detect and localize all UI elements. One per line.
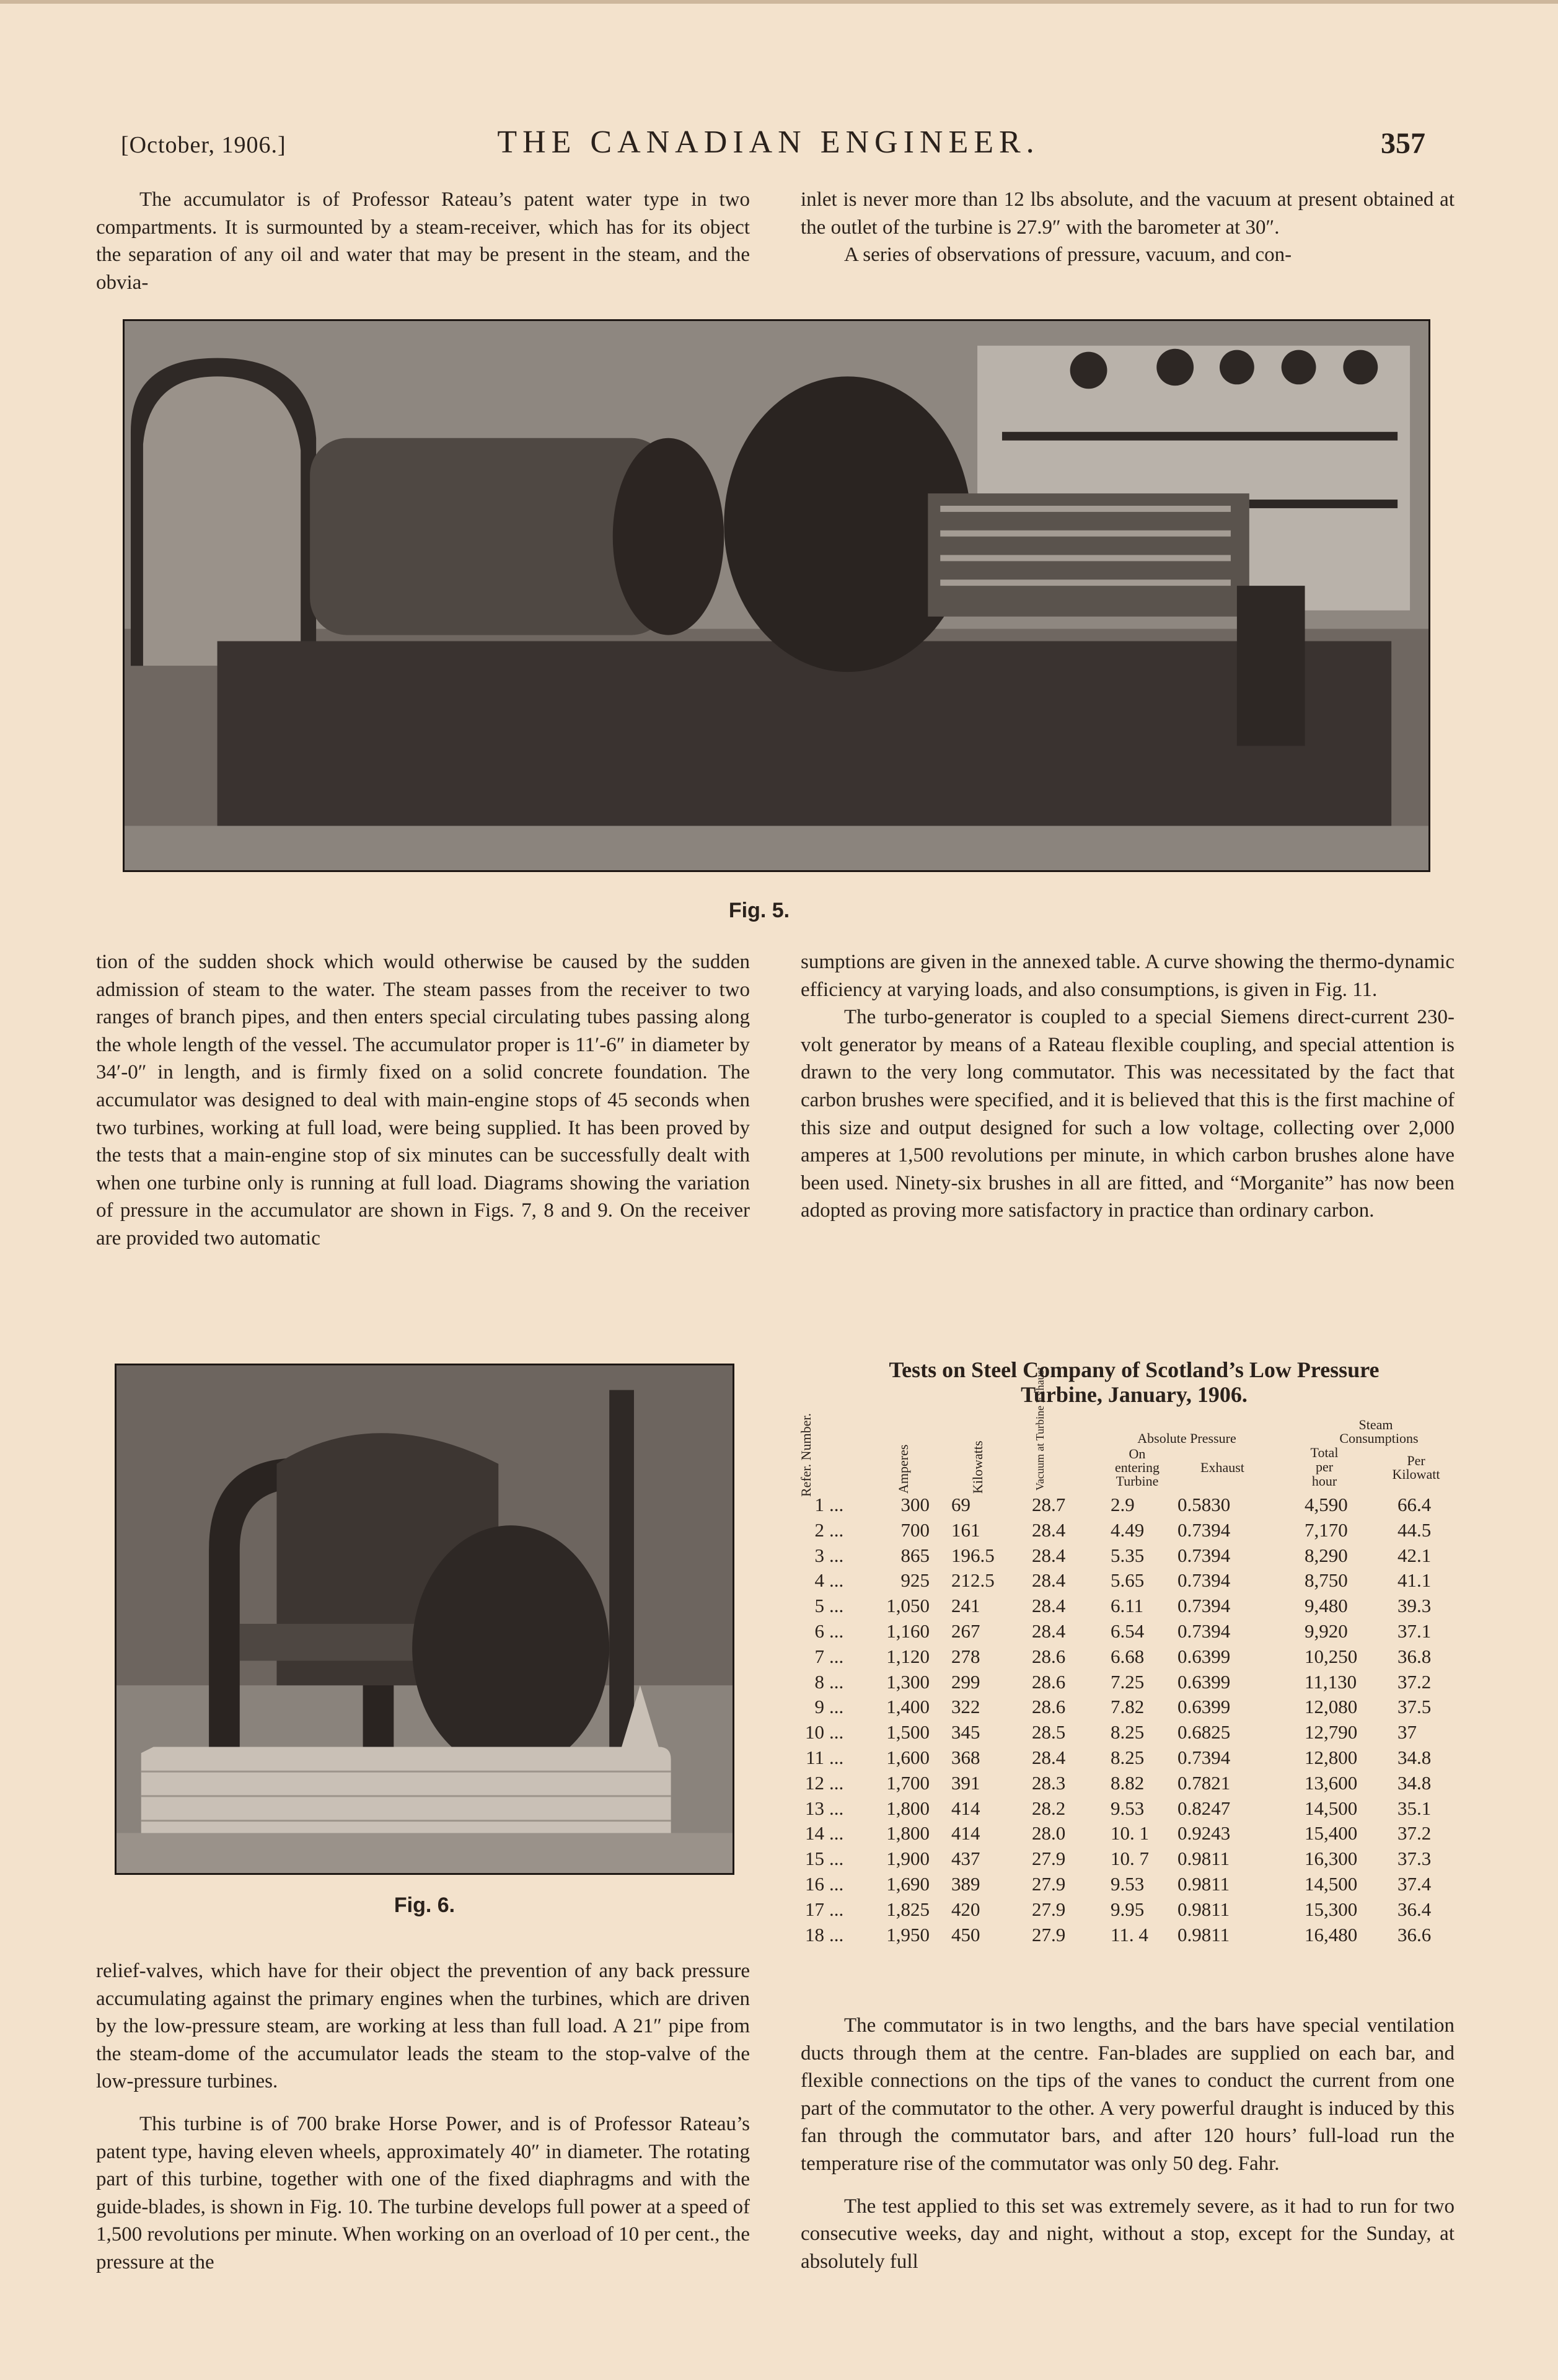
cell-kw: 241 <box>951 1595 980 1617</box>
cell-ref: 1 <box>814 1494 824 1515</box>
table-row <box>799 1494 1475 1520</box>
cell-per: 37.3 <box>1397 1848 1432 1870</box>
cell-amp: 1,950 <box>886 1923 930 1946</box>
cell-vac: 28.5 <box>1032 1721 1066 1743</box>
cell-ent: 10. 7 <box>1111 1848 1149 1870</box>
table-title <box>799 1357 1469 1407</box>
col-head-per: per <box>1315 1459 1334 1474</box>
cell-per: 37.1 <box>1397 1620 1432 1642</box>
paragraph: sumptions are given in the annexed table. A curve showing the thermo-dynamic efficiency at varying loads, and also consumptions, is given in Fig. 11. <box>801 951 1455 1001</box>
cell-ent: 9.53 <box>1111 1797 1145 1819</box>
table-row <box>799 1671 1475 1698</box>
cell-ent: 9.53 <box>1111 1873 1145 1895</box>
cell-exh: 0.9811 <box>1177 1923 1230 1946</box>
cell-vac: 28.0 <box>1032 1822 1066 1844</box>
cell-ref: 7 <box>814 1645 824 1667</box>
fig5-photo-turbo-generator <box>123 319 1430 872</box>
cell-vac: 28.2 <box>1032 1797 1066 1819</box>
cell-tot: 8,750 <box>1305 1569 1348 1592</box>
cell-per: 34.8 <box>1397 1747 1432 1768</box>
cell-vac: 28.6 <box>1032 1696 1066 1718</box>
cell-ent: 10. 1 <box>1111 1822 1149 1844</box>
col-head-consumptions: Consumptions <box>1339 1430 1419 1446</box>
cell-dots: ... <box>829 1620 844 1642</box>
cell-per: 36.4 <box>1397 1898 1432 1920</box>
cell-tot: 12,080 <box>1305 1696 1358 1718</box>
cell-tot: 16,480 <box>1305 1923 1358 1946</box>
cell-dots: ... <box>829 1494 844 1515</box>
cell-kw: 322 <box>951 1696 980 1718</box>
cell-amp: 1,500 <box>886 1721 930 1743</box>
paragraph: relief-valves, which have for their object the prevention of any back pressure accumulating against the primary engines when the turbines, which are driven by the low-pressure steam, are working at less than full load. A 21″ pipe from the steam-dome of the accumulator leads the steam to the stop-valve of the low-pressure turbines. <box>96 1960 750 2093</box>
cell-ent: 7.25 <box>1111 1670 1145 1693</box>
cell-per: 37.2 <box>1397 1822 1432 1844</box>
cell-dots: ... <box>829 1645 844 1667</box>
cell-exh: 0.7394 <box>1177 1569 1231 1592</box>
cell-ref: 4 <box>814 1569 824 1592</box>
cell-exh: 0.6399 <box>1177 1670 1231 1693</box>
fig6-illustration <box>117 1365 733 1873</box>
cell-amp: 1,825 <box>886 1898 930 1920</box>
col-head-on: On <box>1129 1446 1146 1461</box>
cell-dots: ... <box>829 1544 844 1566</box>
cell-amp: 1,120 <box>886 1645 930 1667</box>
paragraph: This turbine is of 700 brake Horse Power, and is of Professor Rateau’s patent type, having eleven wheels, approximately 40″ in diameter. The rotating part of this turbine, together with one of the fixed diaphragms and with the guide-blades, is shown in Fig. 10. The turbine develops full power at a speed of 1,500 revolutions per minute. When working on an overload of 10 per cent., the pressure at the <box>96 2112 750 2273</box>
cell-kw: 414 <box>951 1822 980 1844</box>
cell-ref: 18 <box>805 1923 824 1946</box>
col-head-kilowatt: Kilowatt <box>1392 1466 1440 1482</box>
cell-ent: 2.9 <box>1111 1494 1135 1515</box>
cell-dots: ... <box>829 1848 844 1870</box>
cell-amp: 700 <box>900 1518 930 1541</box>
col-head-ref: Refer. Number. <box>798 1413 814 1497</box>
table-row <box>799 1646 1475 1672</box>
cell-ent: 7.82 <box>1111 1696 1145 1718</box>
cell-kw: 368 <box>951 1747 980 1768</box>
fig6-photo-accumulator-turbine <box>115 1364 734 1875</box>
cell-dots: ... <box>829 1873 844 1895</box>
cell-dots: ... <box>829 1747 844 1768</box>
cell-amp: 1,300 <box>886 1670 930 1693</box>
cell-ref: 11 <box>806 1747 824 1768</box>
cell-amp: 925 <box>900 1569 930 1592</box>
cell-amp: 300 <box>900 1494 930 1515</box>
paragraph: inlet is never more than 12 lbs absolute, and the vacuum at present obtained at the outlet of the turbine is 27.9″ with the barometer at 30″. <box>801 188 1455 239</box>
cell-ref: 10 <box>805 1721 824 1743</box>
cell-amp: 1,800 <box>886 1797 930 1819</box>
cell-ent: 6.11 <box>1111 1595 1144 1617</box>
cell-tot: 14,500 <box>1305 1797 1358 1819</box>
cell-vac: 28.4 <box>1032 1518 1066 1541</box>
cell-tot: 16,300 <box>1305 1848 1358 1870</box>
page-header <box>112 124 1425 167</box>
right-column-top <box>801 186 1455 269</box>
cell-exh: 0.7394 <box>1177 1544 1231 1566</box>
cell-tot: 14,500 <box>1305 1873 1358 1895</box>
cell-exh: 0.9811 <box>1177 1848 1230 1870</box>
cell-exh: 0.7394 <box>1177 1595 1231 1617</box>
cell-exh: 0.9243 <box>1177 1822 1231 1844</box>
cell-exh: 0.6825 <box>1177 1721 1231 1743</box>
cell-ref: 13 <box>805 1797 824 1819</box>
cell-per: 37.2 <box>1397 1670 1432 1693</box>
cell-ref: 15 <box>805 1848 824 1870</box>
table-row <box>799 1545 1475 1571</box>
cell-ref: 17 <box>805 1898 824 1920</box>
cell-ent: 8.25 <box>1111 1721 1145 1743</box>
cell-exh: 0.6399 <box>1177 1696 1231 1718</box>
cell-per: 37 <box>1397 1721 1417 1743</box>
fig5-illustration <box>125 321 1428 870</box>
cell-tot: 12,790 <box>1305 1721 1358 1743</box>
col-head-kilowatts: Kilowatts <box>970 1440 985 1494</box>
cell-tot: 15,400 <box>1305 1822 1358 1844</box>
cell-kw: 414 <box>951 1797 980 1819</box>
cell-ref: 16 <box>805 1873 824 1895</box>
cell-vac: 28.4 <box>1032 1569 1066 1592</box>
cell-ref: 6 <box>814 1620 824 1642</box>
cell-tot: 10,250 <box>1305 1645 1358 1667</box>
cell-vac: 27.9 <box>1032 1923 1066 1946</box>
cell-per: 44.5 <box>1397 1518 1432 1541</box>
cell-per: 36.6 <box>1397 1923 1432 1946</box>
cell-kw: 69 <box>951 1494 970 1515</box>
left-column-bottom <box>96 1957 750 2276</box>
cell-per: 66.4 <box>1397 1494 1432 1515</box>
cell-vac: 28.6 <box>1032 1645 1066 1667</box>
cell-exh: 0.9811 <box>1177 1873 1230 1895</box>
paragraph: A series of observations of pressure, vacuum, and con- <box>844 244 1292 267</box>
col-head-exhaust: Exhaust <box>1200 1460 1244 1475</box>
cell-ent: 6.54 <box>1111 1620 1145 1642</box>
cell-per: 35.1 <box>1397 1797 1432 1819</box>
table-row <box>799 1696 1475 1722</box>
cell-ref: 14 <box>805 1822 824 1844</box>
cell-tot: 9,480 <box>1305 1595 1348 1617</box>
cell-dots: ... <box>829 1721 844 1743</box>
cell-per: 36.8 <box>1397 1645 1432 1667</box>
cell-dots: ... <box>829 1923 844 1946</box>
cell-amp: 1,600 <box>886 1747 930 1768</box>
cell-vac: 28.4 <box>1032 1544 1066 1566</box>
table-row <box>799 1519 1475 1546</box>
cell-amp: 1,700 <box>886 1771 930 1794</box>
cell-exh: 0.7394 <box>1177 1620 1231 1642</box>
header-title: THE CANADIAN ENGINEER. <box>497 125 1040 160</box>
table-row <box>799 1822 1475 1849</box>
cell-kw: 389 <box>951 1873 980 1895</box>
table-row <box>799 1797 1475 1824</box>
cell-kw: 267 <box>951 1620 980 1642</box>
paragraph: The test applied to this set was extremely severe, as it had to run for two consecutive weeks, day and night, without a stop, except for the Sunday, at absolutely full <box>801 2195 1455 2273</box>
cell-kw: 278 <box>951 1645 980 1667</box>
col-head-turbine: Turbine <box>1116 1473 1159 1489</box>
cell-per: 42.1 <box>1397 1544 1432 1566</box>
cell-kw: 196.5 <box>951 1544 995 1566</box>
cell-exh: 0.7394 <box>1177 1518 1231 1541</box>
paragraph: The commutator is in two lengths, and the bars have special ventilation ducts through them at the centre. Fan-blades are supplied on each bar, and flexible connections on the tips of the vanes to conduct the current from one part of the commutator to the other. A very powerful draught is induced by this fan through the commutator bars, and after 120 hours’ full-load run the temperature rise of the commutator was only 50 deg. Fahr. <box>801 2014 1455 2175</box>
paragraph: tion of the sudden shock which would otherwise be caused by the sudden admission of steam to the water. The steam passes from the receiver to two ranges of branch pipes, and then enters special circulating tubes passing along the whole length of the vessel. The accumulator proper is 11′-6″ in diameter by 34′-0″ in length, and is firmly fixed on a solid concrete foundation. The accumulator was designed to deal with main-engine stops of 45 seconds when two turbines, working at full load, were being supplied. It has been proved by the tests that a main-engine stop of six minutes can be successfully dealt with when one turbine only is running at full load. Diagrams showing the variation of pressure in the accumulator are shown in Figs. 7, 8 and 9. On the receiver are provided two automatic <box>96 951 750 1250</box>
col-head-absolute-pressure: Absolute Pressure <box>1137 1430 1236 1446</box>
cell-amp: 865 <box>900 1544 930 1566</box>
table-row <box>799 1873 1475 1900</box>
header-date: [October, 1906.] <box>121 132 286 158</box>
table-row <box>799 1569 1475 1596</box>
cell-ent: 4.49 <box>1111 1518 1145 1541</box>
cell-tot: 4,590 <box>1305 1494 1348 1515</box>
cell-ref: 9 <box>814 1696 824 1718</box>
cell-per: 37.4 <box>1397 1873 1432 1895</box>
cell-vac: 28.7 <box>1032 1494 1066 1515</box>
cell-ref: 3 <box>814 1544 824 1566</box>
cell-vac: 28.3 <box>1032 1771 1066 1794</box>
cell-ent: 9.95 <box>1111 1898 1145 1920</box>
cell-ent: 11. 4 <box>1111 1923 1148 1946</box>
page-top-edge <box>0 0 1558 4</box>
table-row <box>799 1721 1475 1748</box>
cell-ent: 5.35 <box>1111 1544 1145 1566</box>
cell-dots: ... <box>829 1595 844 1617</box>
cell-exh: 0.5830 <box>1177 1494 1231 1515</box>
cell-exh: 0.8247 <box>1177 1797 1231 1819</box>
table-row <box>799 1848 1475 1874</box>
cell-exh: 0.7821 <box>1177 1771 1231 1794</box>
col-head-entering: entering <box>1114 1460 1160 1475</box>
cell-tot: 15,300 <box>1305 1898 1358 1920</box>
cell-kw: 437 <box>951 1848 980 1870</box>
cell-ent: 5.65 <box>1111 1569 1145 1592</box>
cell-dots: ... <box>829 1797 844 1819</box>
col-head-total: Total <box>1310 1445 1339 1460</box>
paragraph: The turbo-generator is coupled to a special Siemens direct-current 230-volt generator by means of a Rateau flexible coupling, and special attention is drawn to the very long commutator. This was necessitated by the fact that carbon brushes were specified, and it is believed that this is the first machine of this size and output designed for such a low voltage, collecting over 2,000 amperes at 1,500 revolutions per minute, in which carbon brushes alone have been used. Ninety-six brushes in all are fitted, and “Morganite” has now been adopted as proving more satisfactory in practice than ordinary carbon. <box>801 1006 1455 1222</box>
col-head-vacuum: Vacuum at Turbine Exhaust <box>1034 1367 1046 1491</box>
cell-ref: 2 <box>814 1518 824 1541</box>
cell-per: 37.5 <box>1397 1696 1432 1718</box>
cell-kw: 212.5 <box>951 1569 995 1592</box>
table-title-line-1: Tests on Steel Company of Scotland’s Low Pressure <box>889 1357 1380 1382</box>
cell-amp: 1,050 <box>886 1595 930 1617</box>
cell-amp: 1,800 <box>886 1822 930 1844</box>
col-head-per-2: Per <box>1407 1453 1425 1468</box>
right-column-middle <box>801 948 1455 1225</box>
cell-tot: 9,920 <box>1305 1620 1348 1642</box>
right-column-bottom <box>801 2012 1455 2275</box>
cell-vac: 28.4 <box>1032 1747 1066 1768</box>
cell-amp: 1,690 <box>886 1873 930 1895</box>
cell-ent: 8.82 <box>1111 1771 1145 1794</box>
cell-per: 39.3 <box>1397 1595 1432 1617</box>
cell-tot: 7,170 <box>1305 1518 1348 1541</box>
left-column-middle <box>96 948 750 1253</box>
cell-tot: 13,600 <box>1305 1771 1358 1794</box>
cell-dots: ... <box>829 1771 844 1794</box>
cell-dots: ... <box>829 1518 844 1541</box>
cell-amp: 1,900 <box>886 1848 930 1870</box>
fig5-caption: Fig. 5. <box>728 899 790 922</box>
cell-dots: ... <box>829 1696 844 1718</box>
page-number: 357 <box>1381 127 1425 160</box>
col-head-hour: hour <box>1311 1473 1337 1489</box>
col-head-amperes: Amperes <box>896 1444 911 1494</box>
cell-ent: 8.25 <box>1111 1747 1145 1768</box>
cell-per: 34.8 <box>1397 1771 1432 1794</box>
cell-ref: 12 <box>805 1771 824 1794</box>
cell-vac: 28.4 <box>1032 1620 1066 1642</box>
cell-ent: 6.68 <box>1111 1645 1145 1667</box>
table-row <box>799 1898 1475 1925</box>
table-row <box>799 1747 1475 1773</box>
cell-kw: 391 <box>951 1771 980 1794</box>
cell-exh: 0.6399 <box>1177 1645 1231 1667</box>
cell-tot: 11,130 <box>1305 1670 1357 1693</box>
cell-exh: 0.9811 <box>1177 1898 1230 1920</box>
cell-tot: 12,800 <box>1305 1747 1358 1768</box>
cell-tot: 8,290 <box>1305 1544 1348 1566</box>
cell-dots: ... <box>829 1822 844 1844</box>
cell-kw: 345 <box>951 1721 980 1743</box>
cell-vac: 28.4 <box>1032 1595 1066 1617</box>
cell-ref: 5 <box>814 1595 824 1617</box>
cell-per: 41.1 <box>1397 1569 1432 1592</box>
table-title-line-2: Turbine, January, 1906. <box>1021 1382 1248 1407</box>
cell-vac: 27.9 <box>1032 1848 1066 1870</box>
cell-kw: 420 <box>951 1898 980 1920</box>
cell-vac: 27.9 <box>1032 1873 1066 1895</box>
cell-kw: 450 <box>951 1923 980 1946</box>
paragraph: The accumulator is of Professor Rateau’s patent water type in two compartments. It is surmounted by a steam-receiver, which has for its object the separation of any oil and water that may be present in the steam, and the obvia- <box>96 188 750 294</box>
cell-amp: 1,160 <box>886 1620 930 1642</box>
col-head-steam: Steam <box>1358 1417 1393 1432</box>
cell-amp: 1,400 <box>886 1696 930 1718</box>
cell-kw: 161 <box>951 1518 980 1541</box>
fig6-caption: Fig. 6. <box>394 1893 456 1917</box>
cell-dots: ... <box>829 1670 844 1693</box>
cell-ref: 8 <box>814 1670 824 1693</box>
cell-vac: 27.9 <box>1032 1898 1066 1920</box>
table-row <box>799 1595 1475 1621</box>
table-row <box>799 1924 1475 1950</box>
cell-exh: 0.7394 <box>1177 1747 1231 1768</box>
left-column-top <box>96 186 750 296</box>
cell-dots: ... <box>829 1898 844 1920</box>
cell-kw: 299 <box>951 1670 980 1693</box>
cell-dots: ... <box>829 1569 844 1592</box>
cell-vac: 28.6 <box>1032 1670 1066 1693</box>
table-row <box>799 1620 1475 1647</box>
table-row <box>799 1772 1475 1799</box>
